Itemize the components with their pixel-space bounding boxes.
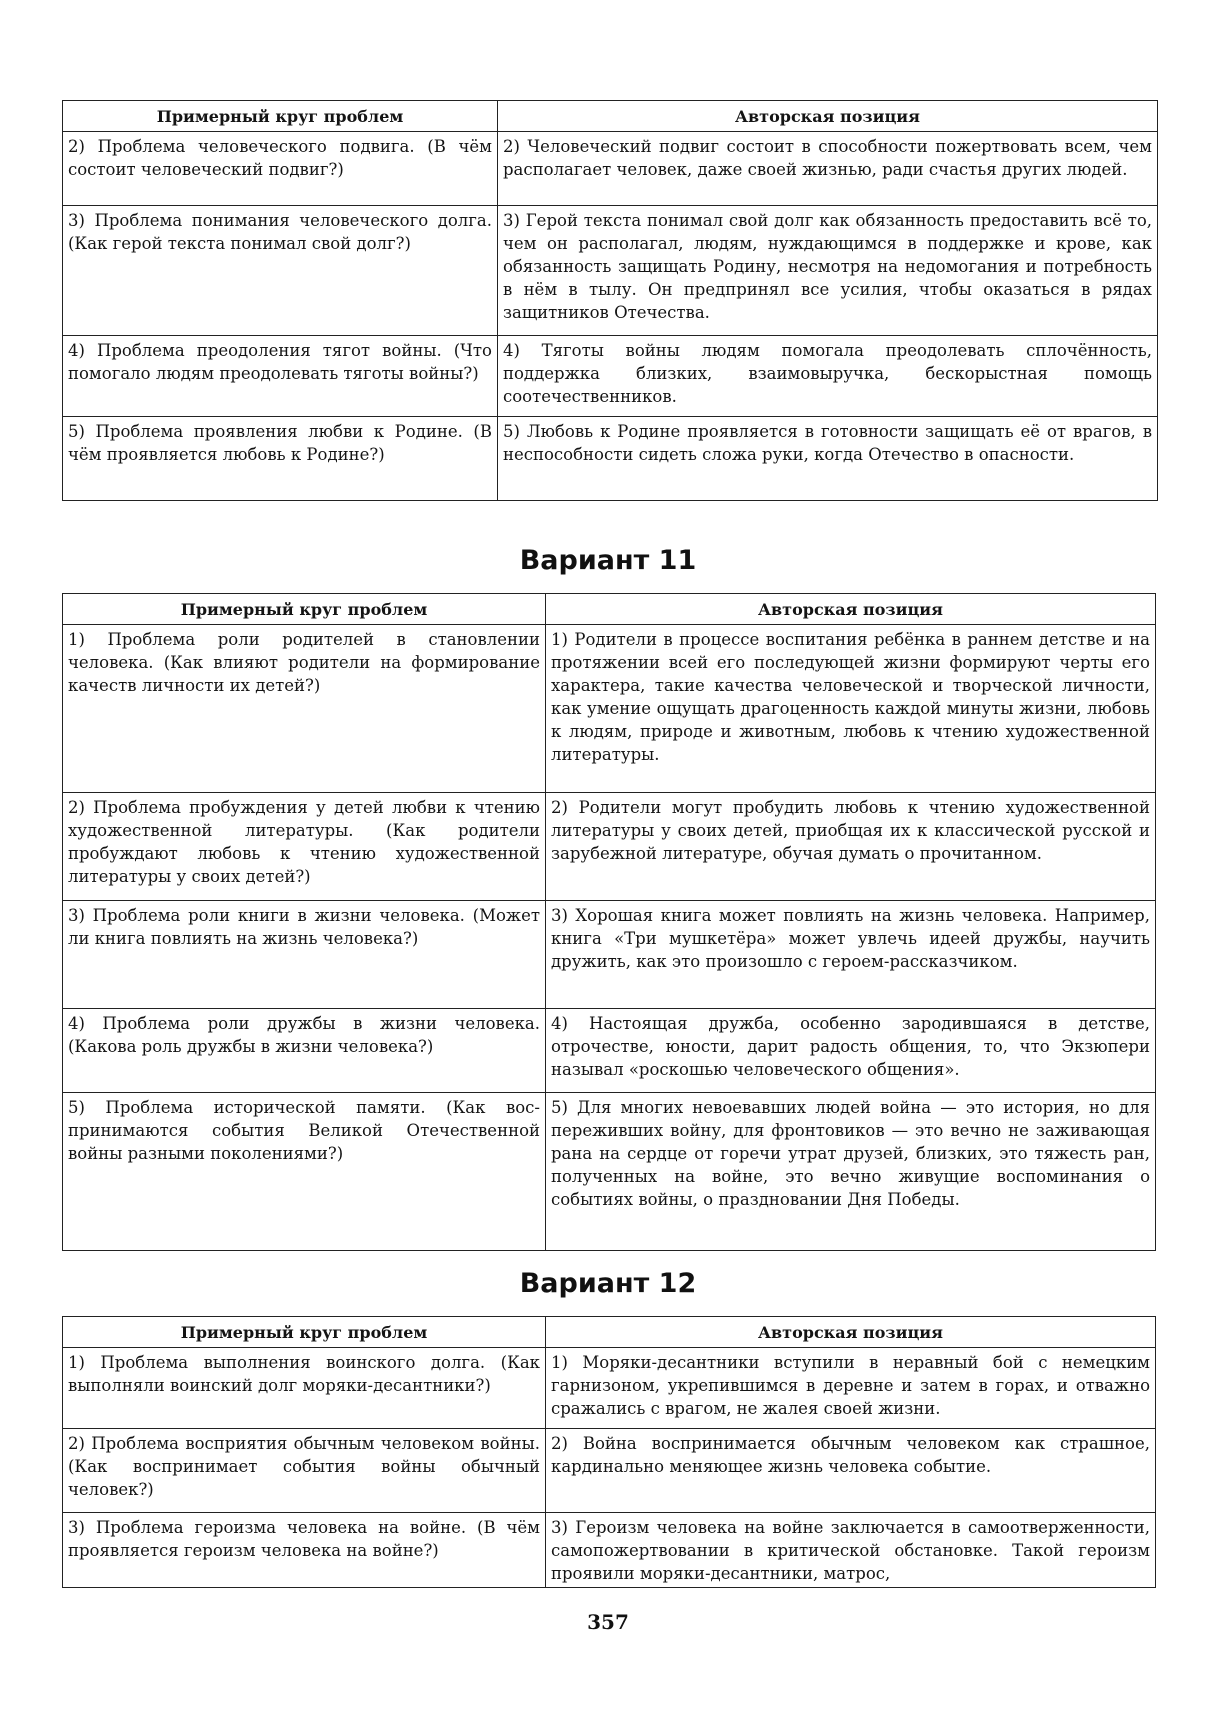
position-cell: 3) Хорошая книга может повлиять на жизнь человека. Например, книга «Три мушкетёра» может увлечь идеей дружбы, научить дружить, как это произошло с героем-рассказчиком. <box>546 901 1156 1009</box>
header-author-position: Авторская позиция <box>498 101 1158 132</box>
table-row <box>63 1348 1156 1429</box>
position-cell: 2) Родители могут пробудить любовь к чтению художественной литературы у своих детей, приобщая их к классической русской и зарубежной литературе, обучая думать о прочитанном. <box>546 793 1156 901</box>
position-cell: 4) Настоящая дружба, особенно зародившаяся в детстве, отрочестве, юности, дарит радость общения, то, что Экзюпери называл «роскошью человеческого общения». <box>546 1009 1156 1093</box>
position-cell: 3) Героизм человека на войне заключается в самоотверженности, самопожертвовании в критической обстановке. Такой героизм проявили моряки-десантники, матрос, <box>546 1513 1156 1588</box>
problem-cell: 4) Проблема роли дружбы в жизни человека. (Какова роль дружбы в жизни человека?) <box>63 1009 546 1093</box>
problem-cell: 4) Проблема преодоления тягот войны. (Что помогало людям преодолевать тяготы войны?) <box>63 336 498 417</box>
problem-cell: 3) Проблема понимания человеческого долга. (Как герой текста понимал свой долг?) <box>63 206 498 336</box>
table-row <box>63 625 1156 793</box>
position-cell: 2) Война воспринимается обычным человеком как страшное, кардинально меняющее жизнь человека событие. <box>546 1429 1156 1513</box>
table-row <box>63 1429 1156 1513</box>
table-row <box>63 417 1158 501</box>
position-cell: 3) Герой текста понимал свой долг как обязанность предоставить всё то, чем он располагал, людям, нуждающимся в поддержке и крове, как обязанность защищать Родину, несмотря на недомогания и потребность в нём в тылу. Он предпринял все усилия, чтобы оказаться в рядах защитников Отечества. <box>498 206 1158 336</box>
table-header-row <box>63 1317 1156 1348</box>
table-row <box>63 793 1156 901</box>
table-row <box>63 336 1158 417</box>
problem-cell: 5) Проблема проявления любви к Родине. (В чём проявляется любовь к Родине?) <box>63 417 498 501</box>
table-row <box>63 1009 1156 1093</box>
position-cell: 1) Родители в процессе воспитания ребёнка в раннем детстве и на протяжении всей его последующей жизни формируют черты его характера, такие качества человеческой и творческой личности, как умение ощущать драгоценность каждой минуты жизни, любовь к людям, природе и животным, любовь к чтению художественной литературы. <box>546 625 1156 793</box>
position-cell: 2) Человеческий подвиг состоит в способности пожертвовать всем, чем располагает человек, даже своей жизнью, ради счастья других людей. <box>498 132 1158 206</box>
header-problems: Примерный круг проблем <box>63 101 498 132</box>
problem-cell: 2) Проблема человеческого подвига. (В чём состоит человеческий подвиг?) <box>63 132 498 206</box>
position-cell: 5) Любовь к Родине проявляется в готовности защищать её от врагов, в неспособности сидеть сложа руки, когда Отечество в опасности. <box>498 417 1158 501</box>
header-author-position: Авторская позиция <box>546 594 1156 625</box>
table-row <box>63 206 1158 336</box>
table-header-row <box>63 594 1156 625</box>
page-number: 357 <box>587 1610 629 1634</box>
variant-12-heading: Вариант 12 <box>519 1268 697 1299</box>
table-row <box>63 132 1158 206</box>
header-author-position: Авторская позиция <box>546 1317 1156 1348</box>
variant-11-table <box>62 593 1156 1251</box>
variant-11-heading: Вариант 11 <box>519 545 697 576</box>
position-cell: 5) Для многих невоевавших людей война — это история, но для переживших войну, для фронтовиков — это вечно не заживающая рана на сердце от горечи утрат друзей, близких, это тяжесть ран, полученных на войне, это вечно живущие воспоминания о событиях войны, о праздновании Дня Победы. <box>546 1093 1156 1251</box>
position-cell: 1) Моряки-десантники вступили в неравный бой с немецким гарнизоном, укрепившимся в деревне и затем в горах, и отважно сражались с врагом, не жалея своей жизни. <box>546 1348 1156 1429</box>
problem-cell: 5) Проблема исторической памяти. (Как воспринимаются события Великой Отечественной войны разными поколениями?) <box>63 1093 546 1251</box>
table-row <box>63 1093 1156 1251</box>
problem-cell: 2) Проблема пробуждения у детей любви к чтению художественной литературы. (Как родители пробуждают любовь к чтению художественной литературы у своих детей?) <box>63 793 546 901</box>
table-header-row <box>63 101 1158 132</box>
position-cell: 4) Тяготы войны людям помогала преодолевать сплочённость, поддержка близких, взаимовыручка, бескорыстная помощь соотечественников. <box>498 336 1158 417</box>
header-problems: Примерный круг проблем <box>63 594 546 625</box>
problem-cell: 3) Проблема героизма человека на войне. (В чём проявляется героизм человека на войне?) <box>63 1513 546 1588</box>
table-row <box>63 901 1156 1009</box>
header-problems: Примерный круг проблем <box>63 1317 546 1348</box>
problem-cell: 1) Проблема роли родителей в становлении человека. (Как влияют родители на формирование качеств личности их детей?) <box>63 625 546 793</box>
problem-cell: 2) Проблема восприятия обычным человеком войны. (Как воспринимает события войны обычный человек?) <box>63 1429 546 1513</box>
variant-12-table <box>62 1316 1156 1588</box>
problem-cell: 3) Проблема роли книги в жизни человека. (Может ли книга повлиять на жизнь человека?) <box>63 901 546 1009</box>
continued-problems-table <box>62 100 1158 501</box>
problem-cell: 1) Проблема выполнения воинского долга. (Как выполняли воинский долг моряки-десантники?) <box>63 1348 546 1429</box>
table-row <box>63 1513 1156 1588</box>
